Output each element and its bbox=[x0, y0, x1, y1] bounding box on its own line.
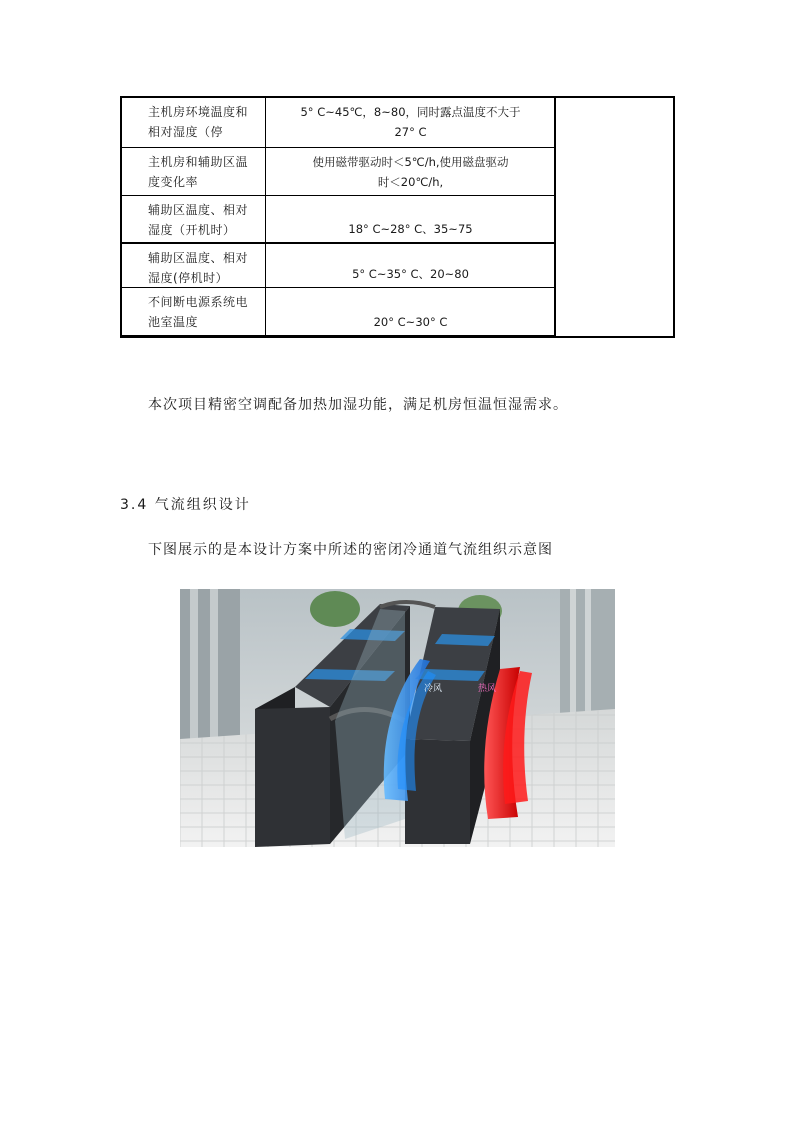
table-row bbox=[122, 196, 555, 244]
row-value bbox=[266, 244, 555, 287]
row-value bbox=[266, 148, 555, 195]
row-label: 主机房和辅助区温度变化率 bbox=[122, 148, 266, 195]
section-heading: 3.4 气流组织设计 bbox=[120, 497, 251, 513]
row-value-line: 使用磁带驱动时＜5℃/h,使用磁盘驱动 bbox=[312, 155, 509, 169]
cold-air-label: 冷风 bbox=[424, 684, 443, 694]
table-row bbox=[122, 148, 555, 196]
row-value-text: 5° C~35° C、20~80 bbox=[352, 267, 469, 281]
rack-right-front bbox=[405, 739, 470, 844]
row-value-text: 18° C~28° C、35~75 bbox=[348, 222, 473, 236]
row-label: 不间断电源系统电池室温度 bbox=[122, 288, 266, 335]
row-value-line: 5° C~45℃，8~80，同时露点温度不大于 bbox=[300, 105, 521, 119]
row-value-line: 时＜20℃/h, bbox=[377, 175, 444, 189]
table-side-divider bbox=[554, 98, 556, 336]
spec-table bbox=[120, 96, 675, 338]
rack-left-front bbox=[255, 707, 330, 847]
row-label: 辅助区温度、相对湿度（开机时） bbox=[122, 196, 266, 242]
row-label: 辅助区温度、相对湿度(停机时） bbox=[122, 244, 266, 287]
table-row bbox=[122, 288, 555, 336]
body-paragraph: 本次项目精密空调配备加热加湿功能，满足机房恒温恒湿需求。 bbox=[148, 397, 568, 413]
row-value bbox=[266, 196, 555, 242]
row-value bbox=[266, 288, 555, 335]
airflow-illustration bbox=[180, 589, 615, 847]
row-value-text: 20° C~30° C bbox=[373, 315, 448, 329]
row-value-line: 27° C bbox=[394, 125, 427, 139]
figure-caption: 下图展示的是本设计方案中所述的密闭冷通道气流组织示意图 bbox=[148, 542, 553, 558]
table-row bbox=[122, 98, 555, 148]
row-value bbox=[266, 98, 555, 147]
table-row bbox=[122, 244, 555, 288]
row-label: 主机房环境温度和相对湿度（停 bbox=[122, 98, 266, 147]
hot-air-label: 热风 bbox=[478, 684, 497, 694]
blue-stripe bbox=[435, 634, 495, 646]
airflow-figure bbox=[180, 589, 615, 847]
